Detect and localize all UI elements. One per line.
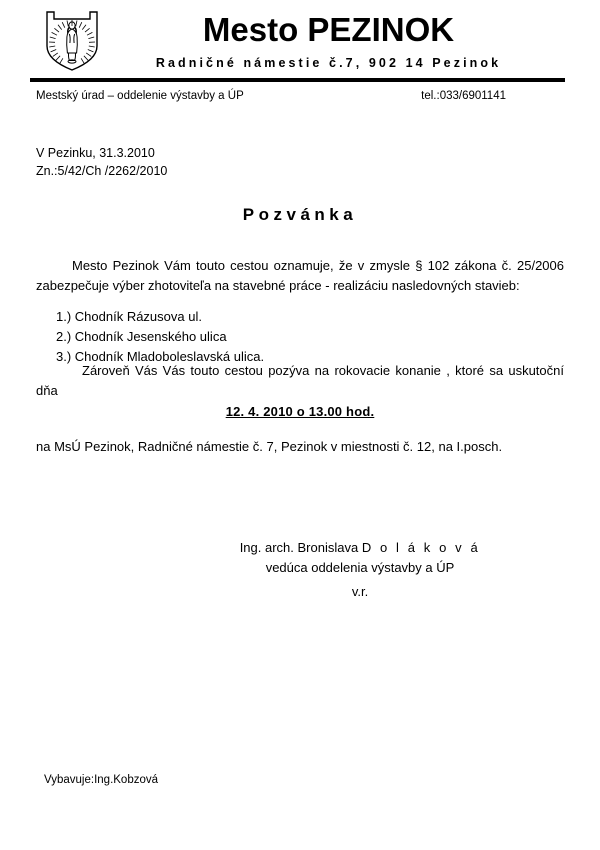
department-name: Mestský úrad – oddelenie výstavby a ÚP: [36, 90, 244, 102]
meeting-time: [0, 404, 600, 419]
signer-position: vedúca oddelenia výstavby a ÚP: [265, 559, 455, 575]
organization-title: Mesto PEZINOK: [202, 11, 455, 48]
letterhead-text: [100, 8, 565, 70]
signature-vr: v.r.: [351, 584, 369, 599]
meeting-place-paragraph: [36, 437, 564, 457]
reference-number: Zn.:5/42/Ch /2262/2010: [36, 164, 168, 179]
meeting-time-text: 12. 4. 2010 o 13.00 hod.: [225, 404, 375, 419]
signer-name: [195, 538, 525, 558]
department-phone: tel.:033/6901141: [421, 90, 506, 102]
intro-text: Mesto Pezinok Vám touto cestou oznamuje, že v zmysle § 102 zákona č. 25/2006 zabezpečuje výber zhotoviteľa na stavebné práce - realizáciu nasledovných stavieb:: [36, 258, 564, 293]
handled-by-note: Vybavuje:Ing.Kobzová: [44, 774, 159, 786]
signer-surname: D o l á k o v á: [361, 540, 481, 555]
header-divider: [30, 78, 565, 82]
organization-address: Radničné námestie č.7, 902 14 Pezinok: [155, 55, 502, 70]
signer-name-prefix: Ing. arch. Bronislava: [239, 540, 362, 555]
meeting-place-text: na MsÚ Pezinok, Radničné námestie č. 7, Pezinok v miestnosti č. 12, na I.posch.: [36, 439, 503, 454]
place-and-date: V Pezinku, 31.3.2010: [36, 146, 155, 160]
department-row: [36, 90, 536, 102]
letterhead: [30, 8, 565, 82]
list-item: 2.) Chodník Jesenského ulica: [56, 328, 227, 344]
signature-block: [195, 538, 525, 577]
invitation-text: Zároveň Vás Vás touto cestou pozýva na rokovacie konanie , ktoré sa uskutoční dňa: [36, 363, 564, 398]
letterhead-row: [30, 8, 565, 72]
list-item: 3.) Chodník Mladoboleslavská ulica.: [56, 348, 265, 364]
invitation-paragraph: [36, 361, 564, 400]
pezinok-coat-of-arms-icon: [44, 10, 100, 72]
list-item: 1.) Chodník Rázusova ul.: [56, 309, 202, 324]
projects-list: [56, 307, 264, 366]
intro-paragraph: [36, 256, 564, 295]
document-meta: [36, 144, 167, 180]
document-heading: Pozvánka: [242, 205, 358, 224]
